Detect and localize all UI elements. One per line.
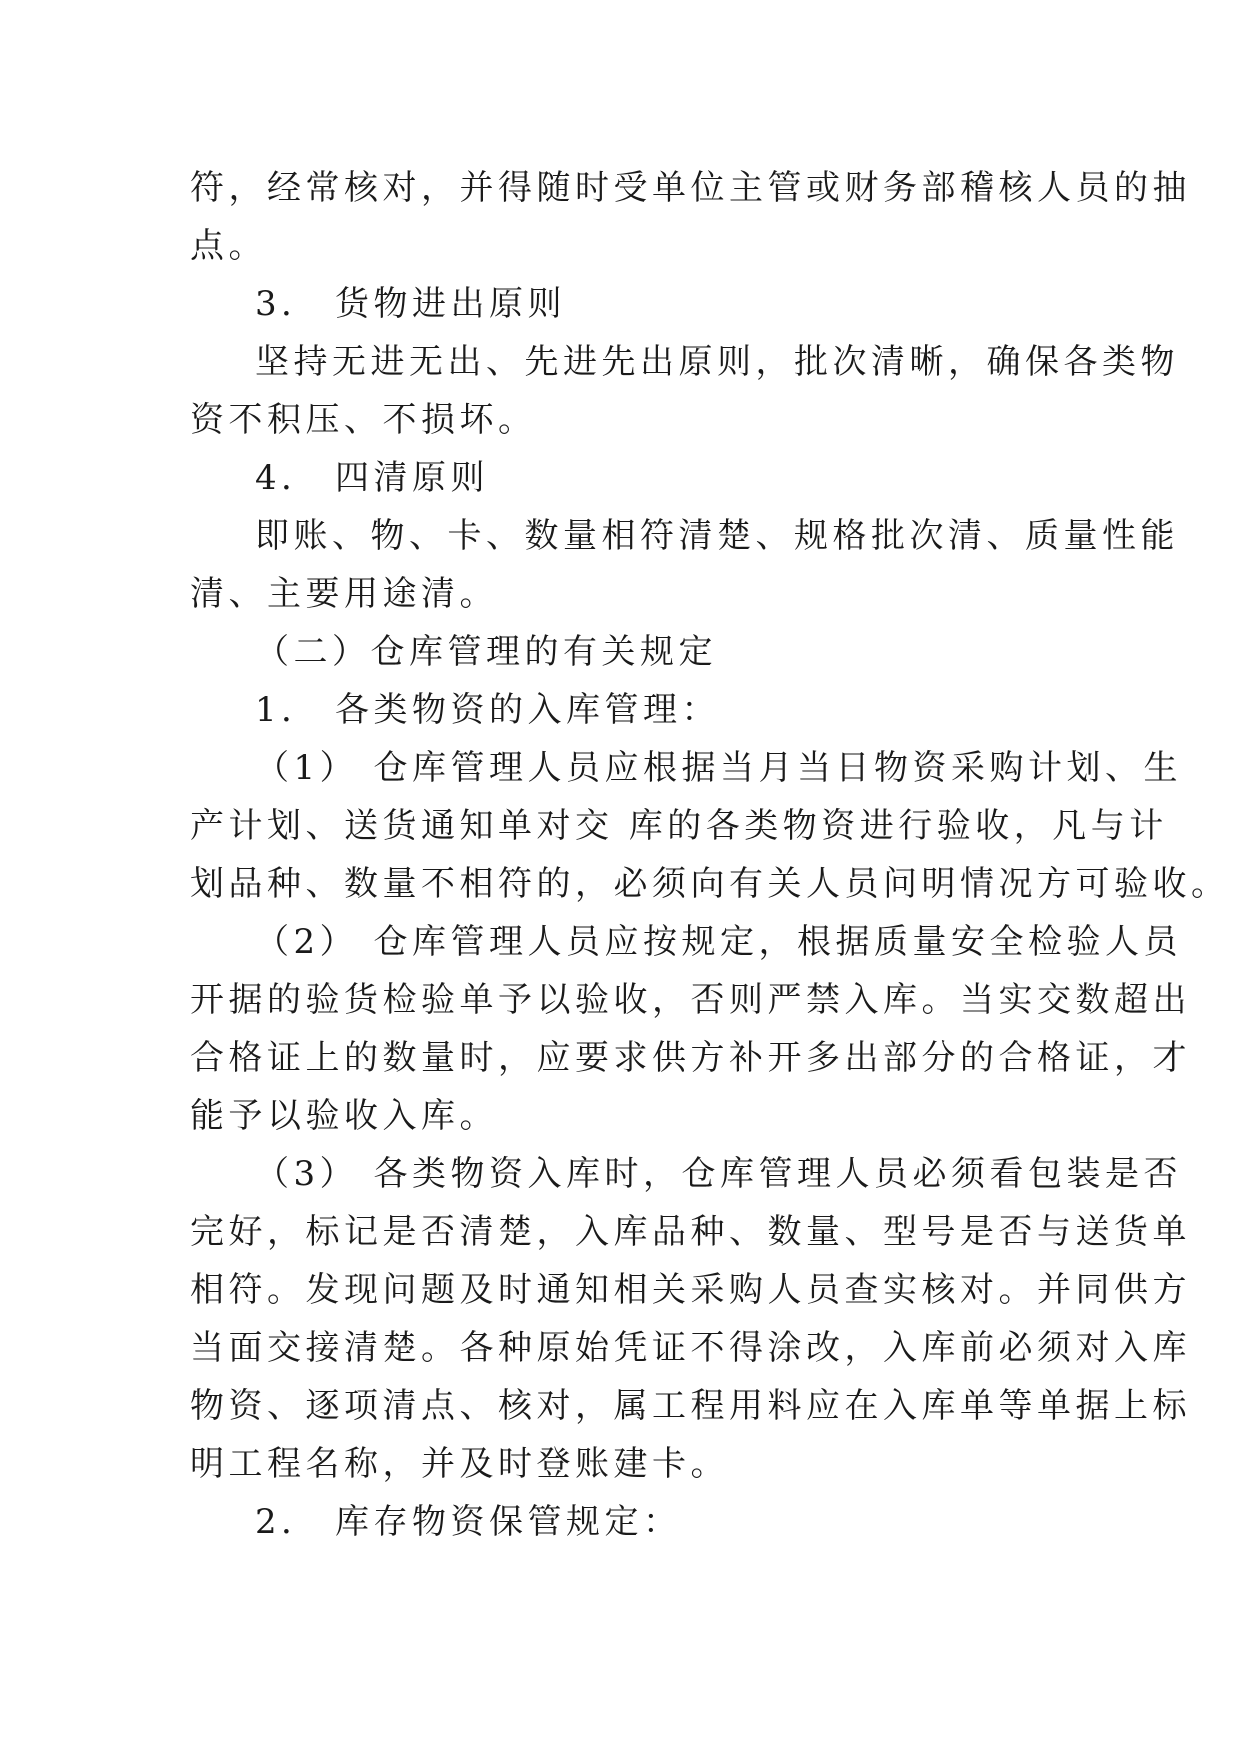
text-line: 资不积压、不损坏。 — [190, 400, 537, 440]
section-heading: 1． 各类物资的入库管理： — [255, 690, 720, 730]
text-line: （2） 仓库管理人员应按规定，根据质量安全检验人员 — [255, 922, 1182, 962]
text-line: 即账、物、卡、数量相符清楚、规格批次清、质量性能 — [255, 516, 1179, 556]
text-line: （3） 各类物资入库时，仓库管理人员必须看包装是否 — [255, 1154, 1182, 1194]
section-heading: 2． 库存物资保管规定： — [255, 1502, 682, 1542]
text-line: 坚持无进无出、先进先出原则，批次清晰，确保各类物 — [255, 342, 1179, 382]
text-line: 清、主要用途清。 — [190, 574, 498, 614]
text-line: 物资、逐项清点、核对，属工程用料应在入库单等单据上标 — [190, 1386, 1191, 1426]
text-line: 相符。发现问题及时通知相关采购人员查实核对。并同供方 — [190, 1270, 1191, 1310]
text-line: 当面交接清楚。各种原始凭证不得涂改，入库前必须对入库 — [190, 1328, 1191, 1368]
text-line: 完好，标记是否清楚，入库品种、数量、型号是否与送货单 — [190, 1212, 1191, 1252]
text-line: 产计划、送货通知单对交 库的各类物资进行验收，凡与计 — [190, 806, 1168, 846]
text-line: 开据的验货检验单予以验收，否则严禁入库。当实交数超出 — [190, 980, 1191, 1020]
section-heading: 4． 四清原则 — [255, 458, 489, 498]
text-line: 能予以验收入库。 — [190, 1096, 498, 1136]
text-line: 点。 — [190, 226, 267, 266]
text-line: 明工程名称，并及时登账建卡。 — [190, 1444, 729, 1484]
text-line: 合格证上的数量时，应要求供方补开多出部分的合格证，才 — [190, 1038, 1191, 1078]
text-line: 符，经常核对，并得随时受单位主管或财务部稽核人员的抽 — [190, 168, 1191, 208]
text-line: 划品种、数量不相符的，必须向有关人员问明情况方可验收。 — [190, 864, 1230, 904]
text-line: （1） 仓库管理人员应根据当月当日物资采购计划、生 — [255, 748, 1182, 788]
section-heading: 3． 货物进出原则 — [255, 284, 566, 324]
section-heading: （二）仓库管理的有关规定 — [255, 632, 717, 672]
